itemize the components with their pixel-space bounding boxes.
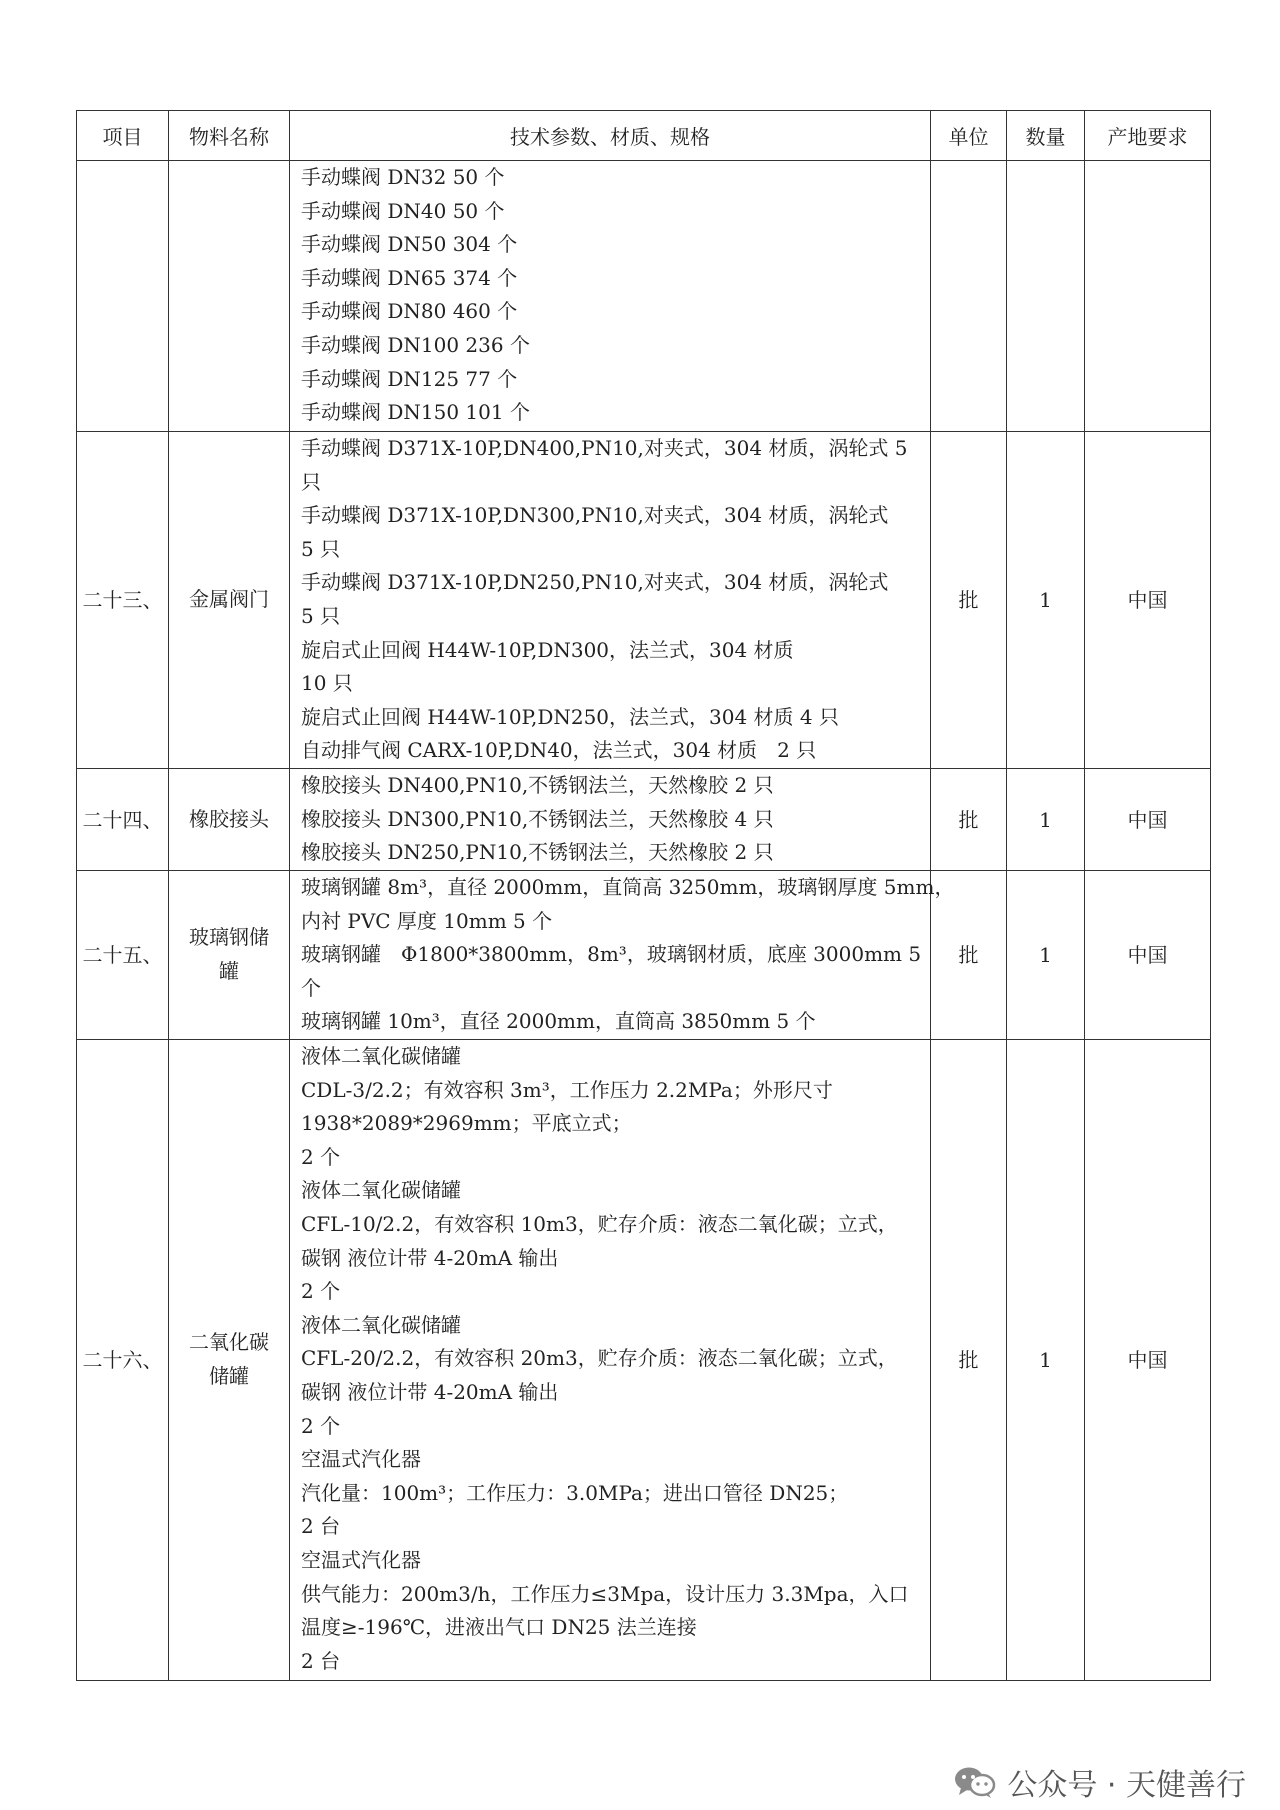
spec-line: 空温式汽化器 bbox=[301, 1447, 421, 1472]
spec-line: CDL-3/2.2；有效容积 3m³，工作压力 2.2MPa；外形尺寸 bbox=[301, 1077, 833, 1102]
spec-cell bbox=[290, 871, 955, 1040]
wechat-icon bbox=[953, 1765, 997, 1799]
name-line: 储罐 bbox=[209, 1364, 249, 1388]
spec-line: 手动蝶阀 D371X-10P,DN400,PN10,对夹式，304 材质，涡轮式 5 bbox=[301, 436, 908, 460]
spec-line: 玻璃钢罐 8m³，直径 2000mm，直筒高 3250mm，玻璃钢厚度 5mm， bbox=[301, 875, 955, 899]
qty-cell: 1 bbox=[1007, 432, 1085, 769]
header-name: 物料名称 bbox=[169, 111, 290, 161]
origin-cell: 中国 bbox=[1085, 1040, 1211, 1681]
spec-line: 橡胶接头 DN400,PN10,不锈钢法兰，天然橡胶 2 只 bbox=[301, 773, 774, 797]
spec-line: 内衬 PVC 厚度 10mm 5 个 bbox=[301, 908, 553, 933]
table-row bbox=[77, 161, 1211, 432]
name-cell bbox=[169, 769, 290, 871]
spec-line: 5 只 bbox=[301, 536, 341, 561]
spec-line: 温度≥-196℃，进液出气口 DN25 法兰连接 bbox=[301, 1615, 697, 1640]
unit-cell: 批 bbox=[931, 769, 1007, 871]
item-cell: 二十五、 bbox=[77, 871, 169, 1040]
unit-cell: 批 bbox=[931, 871, 1007, 1040]
spec-line: 2 个 bbox=[301, 1144, 341, 1169]
qty-cell: 1 bbox=[1007, 1040, 1085, 1681]
name-cell bbox=[169, 1040, 290, 1681]
spec-line: 1938*2089*2969mm；平底立式； bbox=[301, 1111, 632, 1136]
name-cell bbox=[169, 161, 290, 432]
spec-line: 手动蝶阀 DN65 374 个 bbox=[301, 265, 518, 290]
spec-line: 橡胶接头 DN250,PN10,不锈钢法兰，天然橡胶 2 只 bbox=[301, 840, 774, 865]
header-item: 项目 bbox=[77, 111, 169, 161]
item-cell: 二十三、 bbox=[77, 432, 169, 769]
name-line: 玻璃钢储 bbox=[189, 925, 269, 950]
table-row bbox=[77, 871, 1211, 1040]
origin-cell: 中国 bbox=[1085, 769, 1211, 871]
origin-cell bbox=[1085, 161, 1211, 432]
name-cell bbox=[169, 432, 290, 769]
spec-line: 玻璃钢罐 10m³，直径 2000mm，直筒高 3850mm 5 个 bbox=[301, 1009, 816, 1034]
qty-cell bbox=[1007, 161, 1085, 432]
watermark bbox=[953, 1760, 1246, 1804]
name-line: 二氧化碳 bbox=[189, 1330, 269, 1355]
spec-line: 手动蝶阀 DN100 236 个 bbox=[301, 332, 530, 357]
unit-cell: 批 bbox=[931, 1040, 1007, 1681]
spec-cell bbox=[290, 161, 931, 432]
table-row bbox=[77, 1040, 1211, 1681]
spec-line: 5 只 bbox=[301, 603, 341, 628]
item-cell: 二十四、 bbox=[77, 769, 169, 871]
spec-line: 个 bbox=[301, 975, 321, 1000]
spec-line: 旋启式止回阀 H44W-10P,DN250，法兰式，304 材质 4 只 bbox=[301, 704, 839, 729]
header-origin: 产地要求 bbox=[1085, 111, 1211, 161]
spec-line: 2 台 bbox=[301, 1514, 341, 1539]
item-cell: 二十六、 bbox=[77, 1040, 169, 1681]
spec-line: 10 只 bbox=[301, 671, 353, 696]
spec-line: 2 台 bbox=[301, 1648, 341, 1673]
spec-line: 手动蝶阀 DN40 50 个 bbox=[301, 198, 505, 223]
spec-line: 只 bbox=[301, 469, 321, 494]
spec-line: CFL-20/2.2，有效容积 20m3，贮存介质：液态二氧化碳；立式， bbox=[301, 1346, 898, 1371]
spec-line: 手动蝶阀 DN32 50 个 bbox=[301, 165, 505, 189]
spec-line: 液体二氧化碳储罐 bbox=[301, 1044, 461, 1068]
spec-line: 液体二氧化碳储罐 bbox=[301, 1312, 461, 1337]
origin-cell: 中国 bbox=[1085, 871, 1211, 1040]
spec-line: 手动蝶阀 DN125 77 个 bbox=[301, 366, 518, 391]
table-row bbox=[77, 769, 1211, 871]
spec-line: 橡胶接头 DN300,PN10,不锈钢法兰，天然橡胶 4 只 bbox=[301, 806, 774, 831]
table-header-row bbox=[77, 111, 1211, 161]
spec-line: CFL-10/2.2，有效容积 10m3，贮存介质：液态二氧化碳；立式， bbox=[301, 1211, 898, 1236]
header-unit: 单位 bbox=[931, 111, 1007, 161]
unit-cell bbox=[931, 161, 1007, 432]
name-line: 金属阀门 bbox=[189, 587, 269, 612]
spec-line: 玻璃钢罐 Φ1800*3800mm，8m³，玻璃钢材质，底座 3000mm 5 bbox=[301, 942, 922, 967]
watermark-text: 公众号 · 天健善行 bbox=[1007, 1768, 1246, 1803]
origin-cell: 中国 bbox=[1085, 432, 1211, 769]
spec-line: 手动蝶阀 DN150 101 个 bbox=[301, 400, 530, 425]
name-line: 罐 bbox=[219, 959, 239, 983]
qty-cell: 1 bbox=[1007, 769, 1085, 871]
spec-line: 碳钢 液位计带 4-20mA 输出 bbox=[301, 1245, 559, 1270]
spec-line: 手动蝶阀 D371X-10P,DN250,PN10,对夹式，304 材质，涡轮式 bbox=[301, 570, 889, 595]
spec-table bbox=[76, 110, 1211, 1681]
name-cell bbox=[169, 871, 290, 1040]
spec-line: 汽化量：100m³；工作压力：3.0MPa；进出口管径 DN25； bbox=[301, 1480, 849, 1505]
name-line: 橡胶接头 bbox=[189, 806, 269, 831]
spec-line: 手动蝶阀 DN80 460 个 bbox=[301, 299, 518, 324]
qty-cell: 1 bbox=[1007, 871, 1085, 1040]
spec-line: 2 个 bbox=[301, 1279, 341, 1304]
spec-line: 供气能力：200m3/h，工作压力≤3Mpa，设计压力 3.3Mpa，入口 bbox=[301, 1581, 909, 1606]
header-spec: 技术参数、材质、规格 bbox=[290, 111, 931, 161]
spec-line: 2 个 bbox=[301, 1413, 341, 1438]
spec-line: 液体二氧化碳储罐 bbox=[301, 1178, 461, 1203]
header-qty: 数量 bbox=[1007, 111, 1085, 161]
spec-line: 手动蝶阀 DN50 304 个 bbox=[301, 232, 518, 257]
spec-line: 空温式汽化器 bbox=[301, 1547, 421, 1572]
spec-line: 手动蝶阀 D371X-10P,DN300,PN10,对夹式，304 材质，涡轮式 bbox=[301, 503, 889, 528]
spec-cell bbox=[290, 432, 931, 769]
spec-line: 碳钢 液位计带 4-20mA 输出 bbox=[301, 1379, 559, 1404]
unit-cell: 批 bbox=[931, 432, 1007, 769]
table-row bbox=[77, 432, 1211, 769]
spec-cell bbox=[290, 1040, 931, 1681]
spec-line: 旋启式止回阀 H44W-10P,DN300，法兰式，304 材质 bbox=[301, 637, 794, 662]
spec-line: 自动排气阀 CARX-10P,DN40，法兰式，304 材质 2 只 bbox=[301, 738, 817, 763]
item-cell bbox=[77, 161, 169, 432]
spec-cell bbox=[290, 769, 931, 871]
